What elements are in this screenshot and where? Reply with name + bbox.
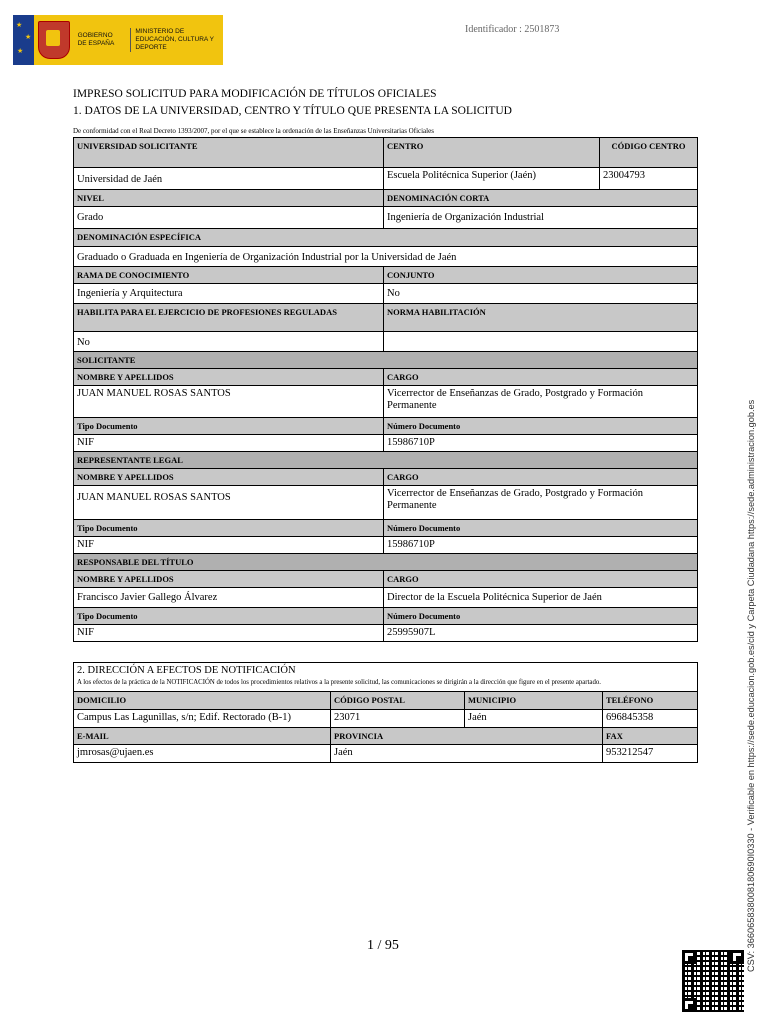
section-2-title: 2. DIRECCIÓN A EFECTOS DE NOTIFICACIÓN: [77, 665, 296, 676]
header-centro: CENTRO: [384, 138, 600, 168]
value-denominacion-especifica: Graduado o Graduada en Ingeniería de Organización Industrial por la Universidad de Jaén: [74, 247, 698, 267]
decree-note: De conformidad con el Real Decreto 1393/2007, por el que se establece la ordenación de las Enseñanzas Universitarias Oficiales: [73, 127, 434, 135]
header-codigo-postal: CÓDIGO POSTAL: [331, 692, 465, 710]
section-1-table: [73, 137, 698, 642]
csv-verification-text: CSV: 366065838008180690I0330 - Verificable en https://sede.educacion.gob.es/cid y Carpeta Ciudadana https://sede.administracion.gob.es: [746, 399, 756, 972]
value-rep-tipo: NIF: [74, 537, 384, 554]
header-rep-numero: Número Documento: [384, 520, 698, 537]
value-rama: Ingeniería y Arquitectura: [74, 284, 384, 304]
value-fax: 953212547: [603, 745, 698, 763]
document-title: IMPRESO SOLICITUD PARA MODIFICACIÓN DE TÍTULOS OFICIALES: [73, 88, 437, 100]
value-conjunto: No: [384, 284, 698, 304]
header-norma: NORMA HABILITACIÓN: [384, 304, 698, 332]
section-1-title: 1. DATOS DE LA UNIVERSIDAD, CENTRO Y TÍTULO QUE PRESENTA LA SOLICITUD: [73, 105, 512, 117]
header-fax: FAX: [603, 728, 698, 745]
value-municipio: Jaén: [465, 710, 603, 728]
value-codigo-postal: 23071: [331, 710, 465, 728]
notification-note: A los efectos de la práctica de la NOTIFICACIÓN de todos los procedimientos relativos a la presente solicitud, las comunicaciones se dirigirán a la dirección que figure en el presente apartado.: [77, 679, 601, 686]
header-responsable: RESPONSABLE DEL TÍTULO: [74, 554, 698, 571]
value-sol-cargo: Vicerrector de Enseñanzas de Grado, Postgrado y Formación Permanente: [384, 386, 698, 418]
header-codigo-centro: CÓDIGO CENTRO: [600, 138, 698, 168]
header-municipio: MUNICIPIO: [465, 692, 603, 710]
header-res-cargo: CARGO: [384, 571, 698, 588]
value-res-tipo: NIF: [74, 625, 384, 642]
value-telefono: 696845358: [603, 710, 698, 728]
page-number: 1 / 95: [367, 938, 399, 953]
header-telefono: TELÉFONO: [603, 692, 698, 710]
value-rep-numero: 15986710P: [384, 537, 698, 554]
value-email: jmrosas@ujaen.es: [74, 745, 331, 763]
header-rep-cargo: CARGO: [384, 469, 698, 486]
value-sol-nombre: JUAN MANUEL ROSAS SANTOS: [74, 386, 384, 418]
header-denominacion-especifica: DENOMINACIÓN ESPECÍFICA: [74, 229, 698, 247]
ministry-logo: [13, 15, 223, 65]
value-nivel: Grado: [74, 207, 384, 229]
header-sol-cargo: CARGO: [384, 369, 698, 386]
value-res-nombre: Francisco Javier Gallego Álvarez: [74, 588, 384, 608]
notification-block: [74, 663, 698, 692]
value-denominacion-corta: Ingeniería de Organización Industrial: [384, 207, 698, 229]
header-rep-nombre: NOMBRE Y APELLIDOS: [74, 469, 384, 486]
logo-government-text: GOBIERNO DE ESPAÑA: [77, 32, 115, 47]
header-universidad: UNIVERSIDAD SOLICITANTE: [74, 138, 384, 168]
header-nivel: NIVEL: [74, 190, 384, 207]
header-habilita: HABILITA PARA EL EJERCICIO DE PROFESIONES REGULADAS: [74, 304, 384, 332]
header-representante: REPRESENTANTE LEGAL: [74, 452, 698, 469]
header-denominacion-corta: DENOMINACIÓN CORTA: [384, 190, 698, 207]
header-provincia: PROVINCIA: [331, 728, 603, 745]
value-habilita: No: [74, 332, 384, 352]
header-res-tipo: Tipo Documento: [74, 608, 384, 625]
header-sol-numero: Número Documento: [384, 418, 698, 435]
value-res-numero: 25995907L: [384, 625, 698, 642]
eu-flag-icon: ★ ★ ★: [13, 15, 34, 65]
header-email: E-MAIL: [74, 728, 331, 745]
header-sol-nombre: NOMBRE Y APELLIDOS: [74, 369, 384, 386]
header-domicilio: DOMICILIO: [74, 692, 331, 710]
value-universidad: Universidad de Jaén: [74, 168, 384, 190]
value-rep-cargo: Vicerrector de Enseñanzas de Grado, Postgrado y Formación Permanente: [384, 486, 698, 520]
header-conjunto: CONJUNTO: [384, 267, 698, 284]
logo-ministry-text: MINISTERIO DE EDUCACIÓN, CULTURA Y DEPORTE: [130, 28, 223, 52]
value-codigo-centro: 23004793: [600, 168, 698, 190]
header-rep-tipo: Tipo Documento: [74, 520, 384, 537]
value-res-cargo: Director de la Escuela Politécnica Superior de Jaén: [384, 588, 698, 608]
header-sol-tipo: Tipo Documento: [74, 418, 384, 435]
value-domicilio: Campus Las Lagunillas, s/n; Edif. Rectorado (B-1): [74, 710, 331, 728]
header-res-numero: Número Documento: [384, 608, 698, 625]
value-rep-nombre: JUAN MANUEL ROSAS SANTOS: [74, 486, 384, 520]
value-sol-tipo: NIF: [74, 435, 384, 452]
header-solicitante: SOLICITANTE: [74, 352, 698, 369]
header-rama: RAMA DE CONOCIMIENTO: [74, 267, 384, 284]
coat-of-arms-icon: [38, 21, 69, 59]
value-sol-numero: 15986710P: [384, 435, 698, 452]
document-identifier: Identificador : 2501873: [465, 24, 560, 35]
section-2-table: [73, 662, 698, 763]
header-res-nombre: NOMBRE Y APELLIDOS: [74, 571, 384, 588]
value-norma: [384, 332, 698, 352]
value-provincia: Jaén: [331, 745, 603, 763]
value-centro: Escuela Politécnica Superior (Jaén): [384, 168, 600, 190]
qr-code-icon: [682, 950, 744, 1012]
